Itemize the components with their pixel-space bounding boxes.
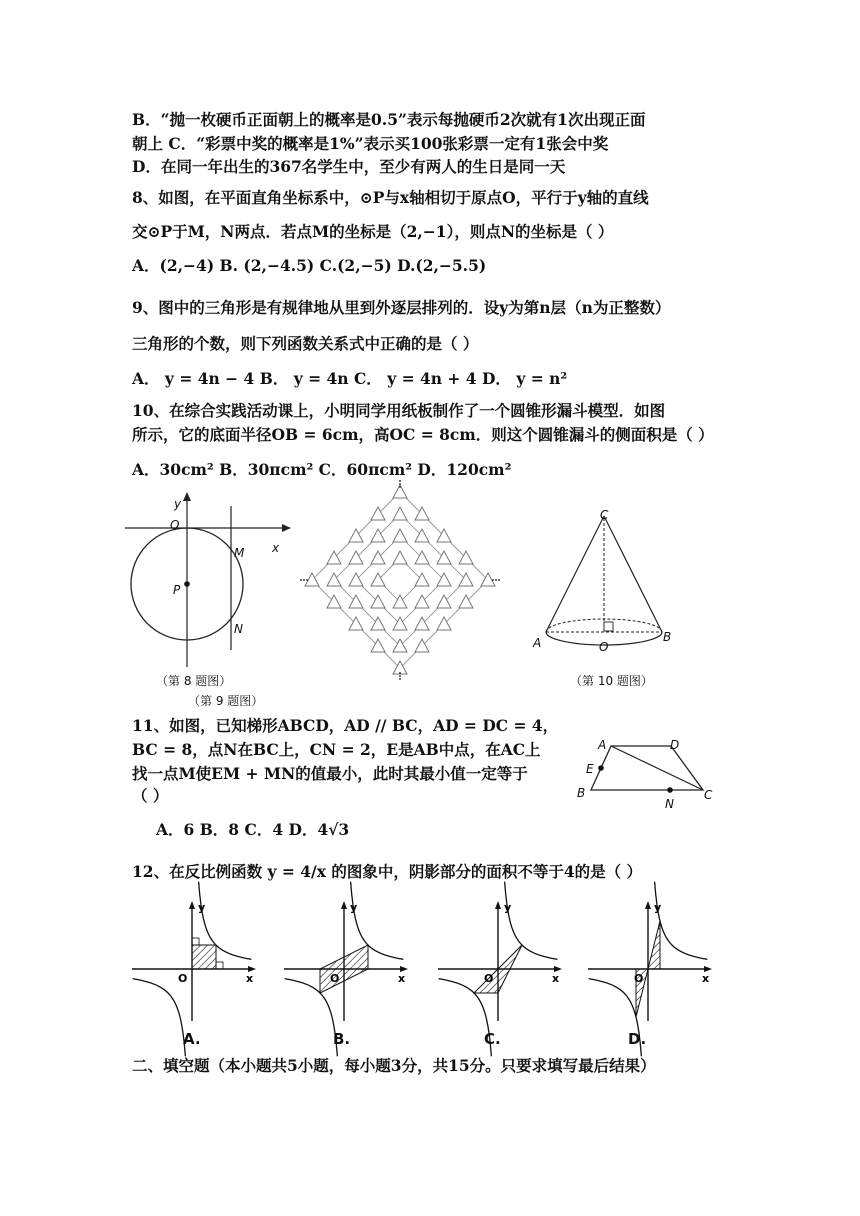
origin-label: O xyxy=(178,972,188,985)
q12-panel xyxy=(588,882,712,1057)
q12-option-b: B. xyxy=(333,1030,351,1048)
fig11-label-d: D xyxy=(670,738,680,752)
axis-label-x: x xyxy=(398,972,406,985)
fig8-label-n: N xyxy=(234,622,243,636)
origin-label: O xyxy=(634,972,644,985)
hyperbola-branch-q3 xyxy=(133,979,186,1057)
option-d-text: D．在同一年出生的367名学生中，至少有两人的生日是同一天 xyxy=(132,157,566,176)
axis-label-y: y xyxy=(654,901,662,914)
ellipsis-dot xyxy=(399,483,401,485)
fig8-label-p: P xyxy=(173,583,181,597)
y-axis-arrow xyxy=(645,901,651,909)
ellipsis-dot xyxy=(306,579,308,581)
triangle-mark xyxy=(393,507,407,520)
ellipsis-dot xyxy=(399,678,401,680)
q10-line1: 10、在综合实践活动课上，小明同学用纸板制作了一个圆锥形漏斗模型．如图 xyxy=(132,401,666,420)
fig10-label-a: A xyxy=(533,636,542,650)
fig8-label-o: O xyxy=(170,518,180,532)
fig9-triangle-diamond xyxy=(300,484,500,674)
axis-label-y: y xyxy=(504,901,512,914)
option-b-text: B．“抛一枚硬币正面朝上的概率是0.5”表示每抛硬币2次就有1次出现正面 xyxy=(132,110,646,129)
right-angle-mark xyxy=(192,938,199,945)
q9-line1: 9、图中的三角形是有规律地从里到外逐层排列的．设y为第n层（n为正整数） xyxy=(132,298,671,317)
fig8-label-m: M xyxy=(234,546,245,560)
triangle-mark xyxy=(393,529,407,542)
y-axis-arrow xyxy=(495,901,501,909)
section-2-title: 二、填空题（本小题共5小题，每小题3分，共15分。只要求填写最后结果） xyxy=(132,1056,656,1075)
hyperbola-branch-q3 xyxy=(285,979,338,1057)
fig8-label-y: y xyxy=(174,497,182,511)
q10-line2: 所示，它的底面半径OB = 6cm，高OC = 8cm．则这个圆锥漏斗的侧面积是（ ） xyxy=(132,425,714,444)
fig11-label-e: E xyxy=(586,762,594,776)
q8-line2: 交⊙P于M，N两点．若点M的坐标是（2,−1），则点N的坐标是（ ） xyxy=(132,222,614,241)
ellipsis-dot xyxy=(303,579,305,581)
fig11-label-c: C xyxy=(704,788,713,802)
ellipsis-dot xyxy=(498,579,500,581)
ellipsis-dot xyxy=(399,480,401,482)
q11-line1: 11、如图，已知梯形ABCD，AD // BC，AD = DC = 4， xyxy=(132,716,559,735)
q11-options: A．6 B．8 C．4 D．4√3 xyxy=(156,820,350,839)
q9-options: A． y = 4n − 4 B． y = 4n C． y = 4n + 4 D． y = n² xyxy=(132,369,568,388)
fig11-label-n: N xyxy=(665,797,674,811)
q11-line2: BC = 8，点N在BC上，CN = 2，E是AB中点，在AC上 xyxy=(132,740,541,759)
q11-line3: 找一点M使EM + MN的值最小，此时其最小值一定等于 xyxy=(132,764,528,783)
fig10-caption: （第 10 题图） xyxy=(570,674,653,688)
fig8-caption: （第 8 题图） xyxy=(156,674,232,688)
ellipsis-dot xyxy=(300,579,302,581)
fig8-label-x: x xyxy=(272,541,280,555)
hyperbola-branch-q1 xyxy=(655,882,708,960)
ring-path xyxy=(356,536,444,624)
axis-label-x: x xyxy=(552,972,560,985)
q10-options: A．30cm² B．30πcm² C．60πcm² D．120cm² xyxy=(132,460,512,479)
q12-text: 12、在反比例函数 y = 4/x 的图象中，阴影部分的面积不等于4的是（ ） xyxy=(132,862,643,881)
ellipsis-dot xyxy=(399,672,401,674)
axis-label-x: x xyxy=(246,972,254,985)
ellipsis-dot xyxy=(492,579,494,581)
axis-label-y: y xyxy=(198,901,206,914)
fig11-label-a: A xyxy=(598,738,607,752)
fig9-caption: （第 9 题图） xyxy=(188,694,264,708)
q8-options: A．(2,−4) B. (2,−4.5) C.(2,−5) D.(2,−5.5) xyxy=(132,256,487,275)
fig9-triangles xyxy=(300,480,500,680)
q12-option-d: D. xyxy=(628,1030,647,1048)
shaded-region xyxy=(192,945,216,969)
fig10-label-b: B xyxy=(663,630,672,644)
q9-line2: 三角形的个数，则下列函数关系式中正确的是（ ） xyxy=(132,334,479,353)
origin-label: O xyxy=(484,972,494,985)
option-c-text: 朝上 C．“彩票中奖的概率是1%”表示买100张彩票一定有1张会中奖 xyxy=(132,134,609,153)
ellipsis-dot xyxy=(399,486,401,488)
y-axis-arrow xyxy=(341,901,347,909)
q11-line4: （ ） xyxy=(132,786,169,805)
hyperbola-branch-q1 xyxy=(351,882,404,960)
hyperbola-branch-q1 xyxy=(505,882,558,960)
q8-line1: 8、如图，在平面直角坐标系中，⊙P与x轴相切于原点O，平行于y轴的直线 xyxy=(132,188,649,207)
q12-option-c: C. xyxy=(484,1030,501,1048)
ellipsis-dot xyxy=(399,675,401,677)
fig10-label-c: C xyxy=(600,508,609,522)
fig10-label-o: O xyxy=(599,640,609,654)
fig12-hyperbola-panels xyxy=(130,895,730,1025)
fig10-cone xyxy=(528,508,678,658)
ellipsis-dot xyxy=(495,579,497,581)
fig8-circle-axes xyxy=(125,492,295,667)
axis-label-x: x xyxy=(702,972,710,985)
right-angle-mark xyxy=(216,962,223,969)
y-axis-arrow xyxy=(189,901,195,909)
origin-label: O xyxy=(330,972,340,985)
triangle-mark xyxy=(393,551,407,564)
fig11-label-b: B xyxy=(577,786,586,800)
q12-option-a: A. xyxy=(183,1030,201,1048)
axis-label-y: y xyxy=(350,901,358,914)
